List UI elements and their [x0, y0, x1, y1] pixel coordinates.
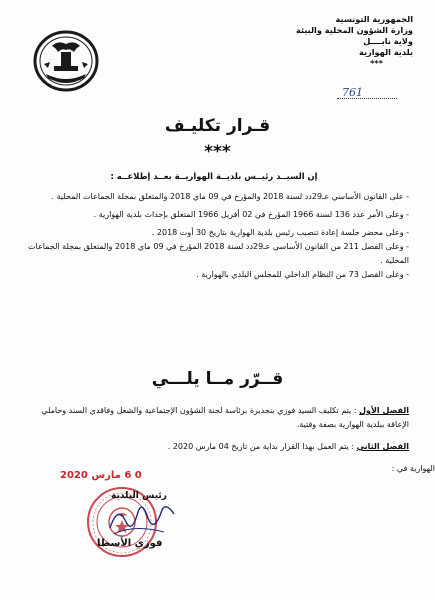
stamp-date: 0 6 مارس 2020	[60, 470, 142, 481]
header-stars: ***	[370, 58, 383, 68]
header-governorate: ولاية نابــــل	[363, 36, 413, 46]
consideration-item: - وعلى الفصل 211 من القانون الأساسي عـ29دد لسنة 2018 المؤرخ في 09 ماي 2018 والمتعلق بمجلة الجماعات المحلية .	[28, 242, 409, 265]
article-label: الفصل الأول	[359, 406, 409, 415]
articles-list	[24, 404, 409, 462]
document-title: قـرار تكليـف	[164, 116, 271, 136]
mayor-title: رئيس البلدية	[111, 491, 167, 501]
decision-heading: قــرّر مــا يلـــي	[151, 369, 284, 389]
consideration-item: - وعلى الفصل 73 من النظام الداخلي للمجلس البلدي بالهوارية .	[196, 270, 409, 279]
header-country: الجمهورية التونسية	[335, 14, 413, 24]
header-ministry: وزارة الشؤون المحلية والبيئة	[295, 25, 413, 35]
article-text: : يتم العمل بهذا القرار بداية من تاريخ 04 مارس 2020 .	[167, 442, 357, 451]
reference-number: 761	[342, 86, 363, 99]
consideration-item: - وعلى الأمر عدد 136 لسنة 1966 المؤرخ في 02 أفريل 1966 المتعلق بإحداث بلدية الهوارية .	[93, 210, 409, 219]
intro-line: إن السيــد رئيــس بلديــة الهواريــة بعــد إطلاعــه :	[110, 171, 318, 181]
consideration-item: - وعلى محضر جلسة إعادة تنصيب رئيس بلدية الهوارية بتاريخ 30 أوت 2018 .	[151, 228, 409, 237]
document-header	[253, 14, 413, 69]
header-municipality: بلدية الهوارية	[358, 47, 413, 57]
dateline: الهوارية في :	[391, 464, 435, 473]
article-item	[24, 404, 409, 432]
municipality-emblem-icon	[30, 26, 102, 96]
article-label: الفصل الثاني	[356, 442, 409, 451]
considerations-list	[24, 190, 409, 286]
article-item	[24, 440, 409, 454]
reference-underline	[337, 98, 397, 99]
consideration-item: - على القانون الأساسي عـ29دد لسنة 2018 والمؤرخ في 09 ماي 2018 والمتعلق بمجلة الجماعات المحلية .	[51, 192, 409, 201]
title-stars: ***	[204, 142, 231, 162]
mayor-name: فوزي الأسطا	[97, 538, 163, 549]
article-text: : يتم تكليف السيد فوزي بنجديرة برئاسة لجنة الشؤون الإجتماعية والشغل وفاقدي السند وحاملي الإعاقة ببلدية الهوارية بصفة وقتية.	[41, 406, 409, 429]
signature-mark	[104, 494, 184, 544]
